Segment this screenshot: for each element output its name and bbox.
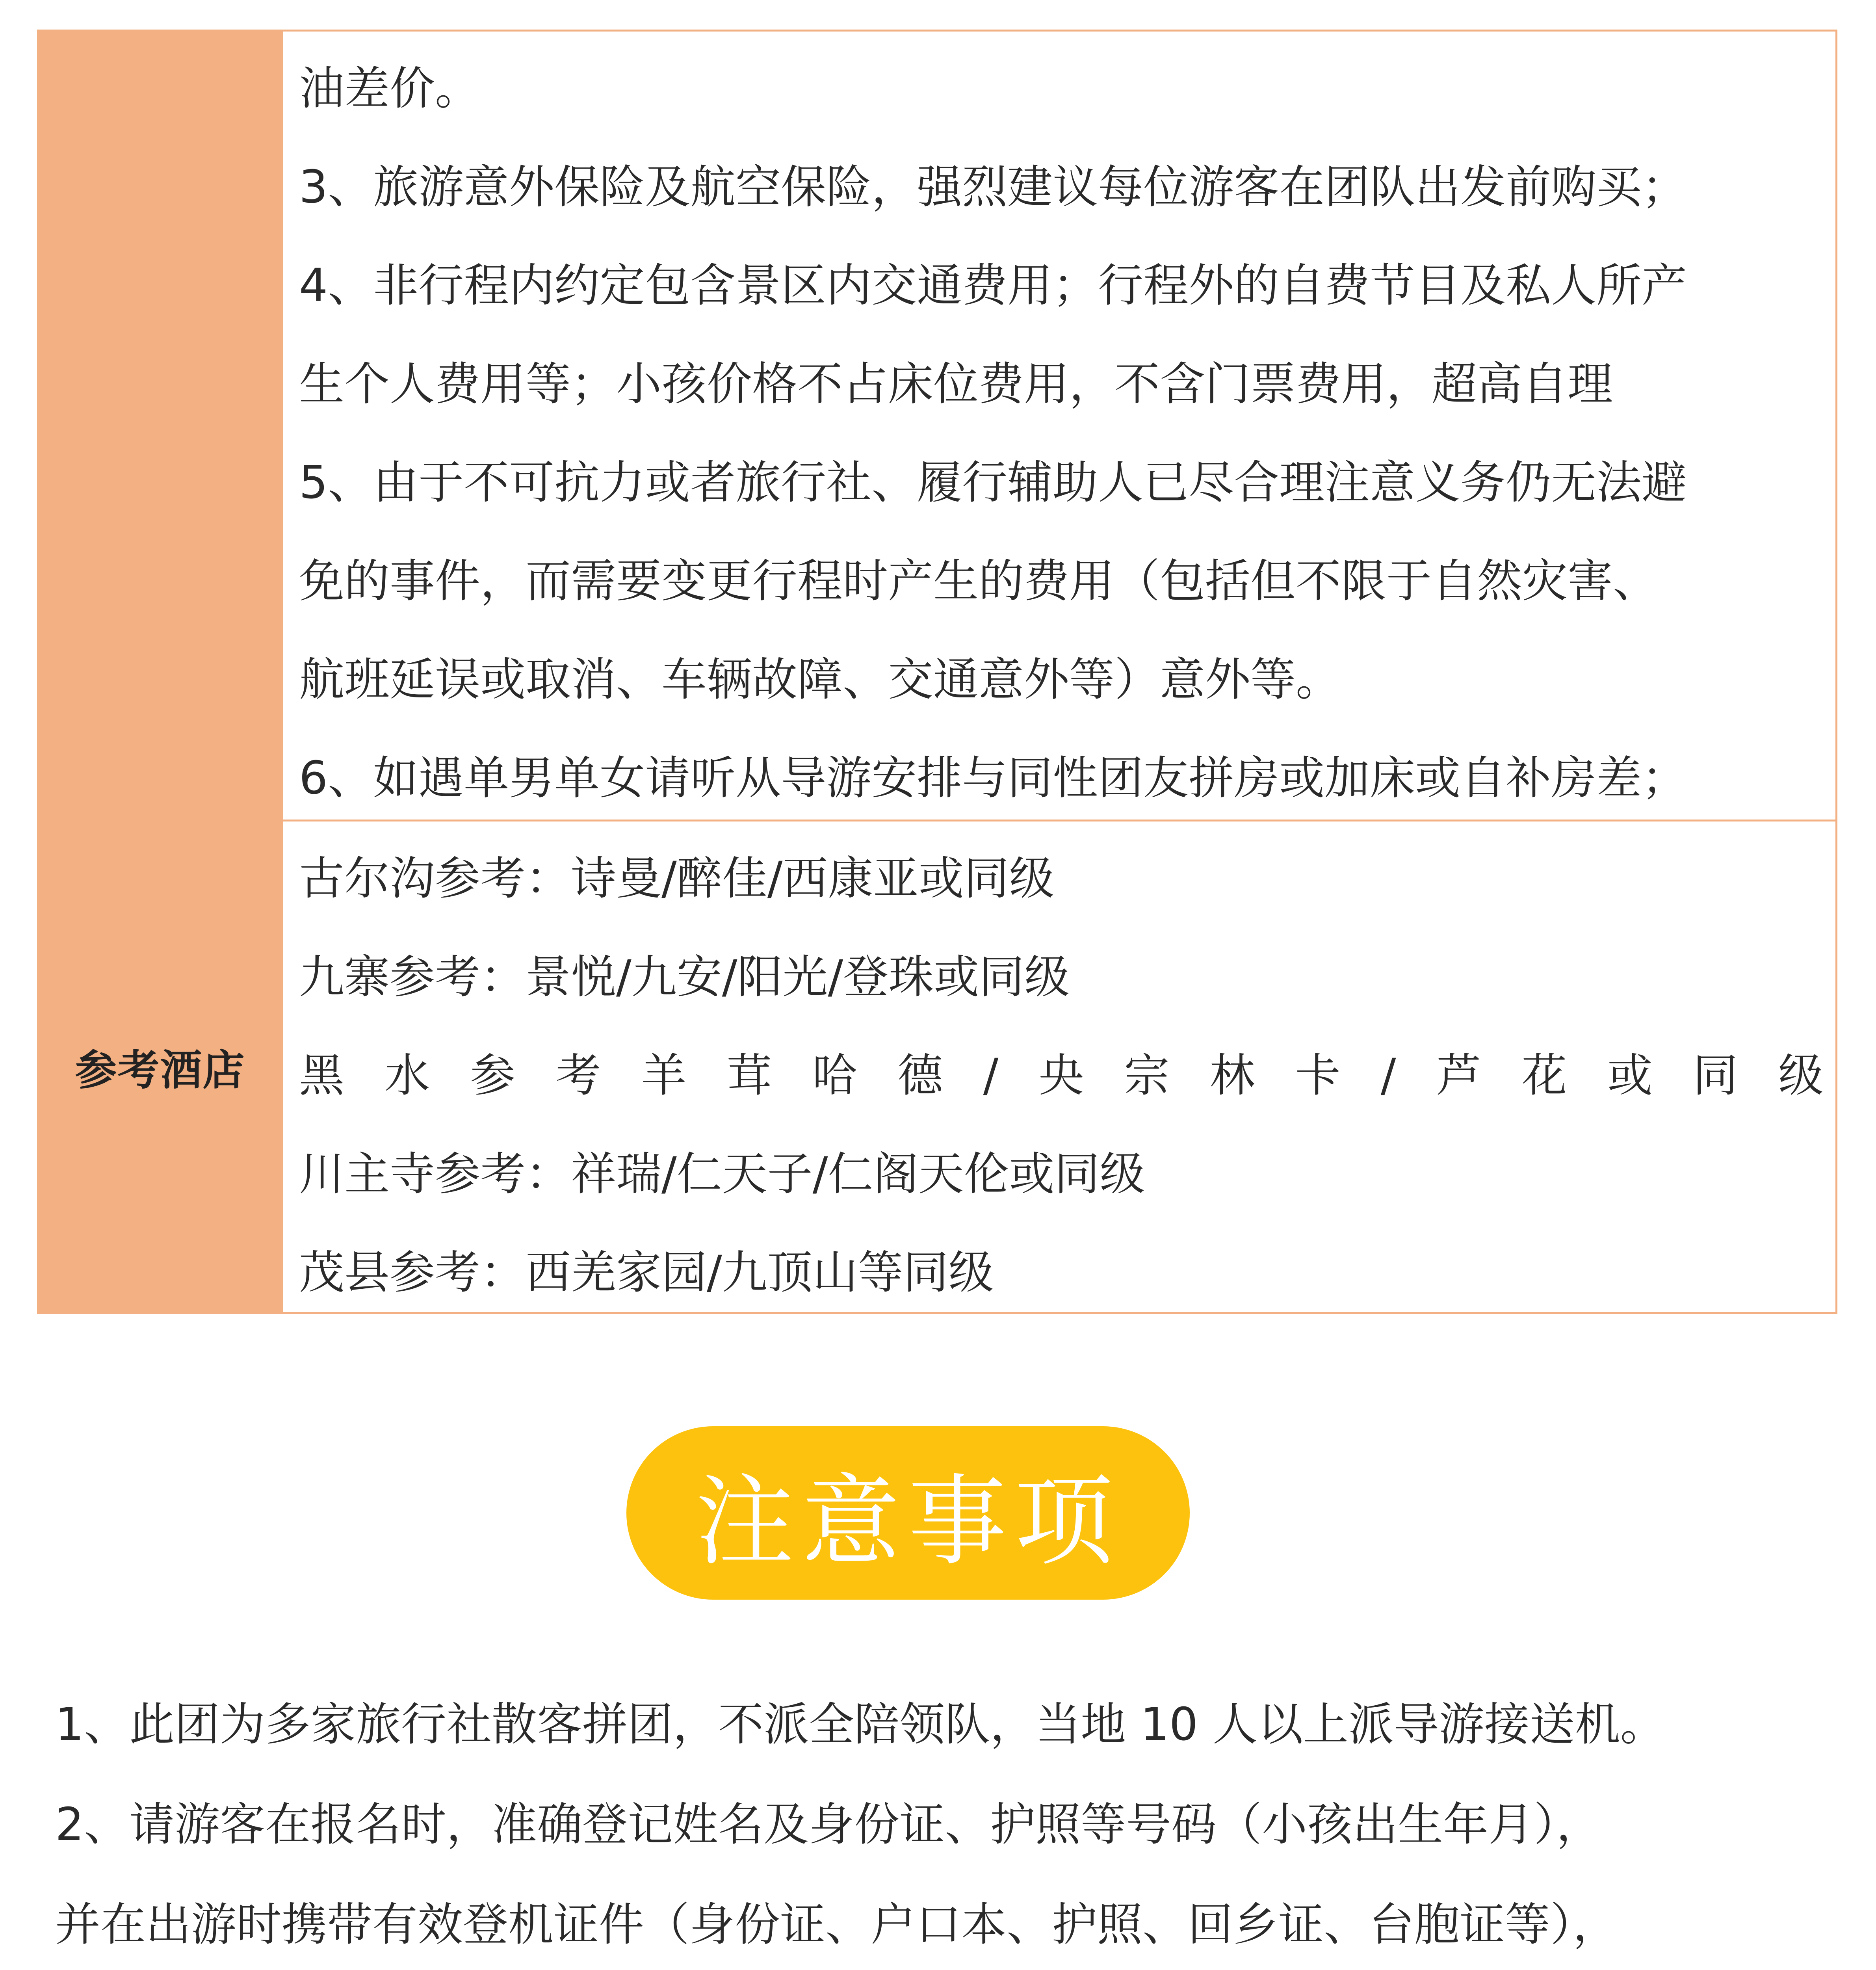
note-line: 并在出游时携带有效登机证件（身份证、户口本、护照、回乡证、台胞证等），: [55, 1898, 1618, 1951]
hotel-line: 茂县参考：西羌家园/九顶山等同级: [299, 1246, 994, 1299]
hotel-line: 九寨参考：景悦/九安/阳光/登珠或同级: [299, 951, 1070, 1004]
hotel-row: [39, 821, 1835, 1312]
justified-char: /: [1380, 1049, 1396, 1102]
hotel-label: 参考酒店: [75, 1046, 245, 1095]
hotel-line-justified: [299, 1026, 1824, 1125]
justified-char: 考: [555, 1049, 601, 1102]
fees-row: [39, 32, 1835, 821]
justified-char: 茸: [726, 1049, 772, 1102]
hotel-line: 川主寺参考：祥瑞/仁天子/仁阁天伦或同级: [299, 1148, 1145, 1201]
notes-body: [55, 1674, 1820, 1970]
fees-line: 3、旅游意外保险及航空保险，强烈建议每位游客在团队出发前购买；: [299, 161, 1687, 214]
justified-char: 羊: [641, 1049, 687, 1102]
justified-char: 或: [1607, 1049, 1653, 1102]
justified-char: 哈: [812, 1049, 858, 1102]
hotel-line: 古尔沟参考：诗曼/醉佳/西康亚或同级: [299, 852, 1055, 905]
fees-content-cell: [283, 32, 1835, 820]
fees-line: 航班延误或取消、车辆故障、交通意外等）意外等。: [299, 653, 1341, 706]
hotel-content-cell: [283, 821, 1835, 1312]
hotel-label-cell: [39, 821, 283, 1312]
justified-char: 德: [897, 1049, 943, 1102]
section-title-badge: [626, 1426, 1190, 1600]
justified-char: /: [983, 1049, 999, 1102]
justified-char: 黑: [299, 1049, 345, 1102]
justified-char: 卡: [1295, 1049, 1341, 1102]
justified-char: 央: [1038, 1049, 1084, 1102]
fees-line: 5、由于不可抗力或者旅行社、履行辅助人已尽合理注意义务仍无法避: [299, 456, 1687, 509]
fees-line: 4、非行程内约定包含景区内交通费用；行程外的自费节目及私人所产: [299, 259, 1687, 312]
fees-line: 免的事件，而需要变更行程时产生的费用（包括但不限于自然灾害、: [299, 555, 1659, 608]
info-table: [37, 30, 1837, 1314]
justified-char: 花: [1521, 1049, 1567, 1102]
justified-char: 同: [1692, 1049, 1738, 1102]
note-line: 1、此团为多家旅行社散客拼团，不派全陪领队，当地 10 人以上派导游接送机。: [55, 1698, 1666, 1751]
fees-line: 6、如遇单男单女请听从导游安排与同性团友拼房或加床或自补房差；: [299, 752, 1687, 805]
fees-label-cell: [39, 32, 283, 820]
justified-char: 芦: [1436, 1049, 1482, 1102]
justified-char: 参: [470, 1049, 516, 1102]
justified-char: 林: [1209, 1049, 1255, 1102]
justified-char: 级: [1778, 1049, 1824, 1102]
justified-char: 水: [384, 1049, 430, 1102]
fees-line: 生个人费用等；小孩价格不占床位费用，不含门票费用，超高自理: [299, 358, 1613, 411]
note-line: 2、请游客在报名时，准确登记姓名及身份证、护照等号码（小孩出生年月），: [55, 1798, 1602, 1851]
justified-char: 宗: [1124, 1049, 1170, 1102]
section-title: 注意事项: [695, 1464, 1121, 1579]
fees-line: 油差价。: [299, 62, 481, 115]
